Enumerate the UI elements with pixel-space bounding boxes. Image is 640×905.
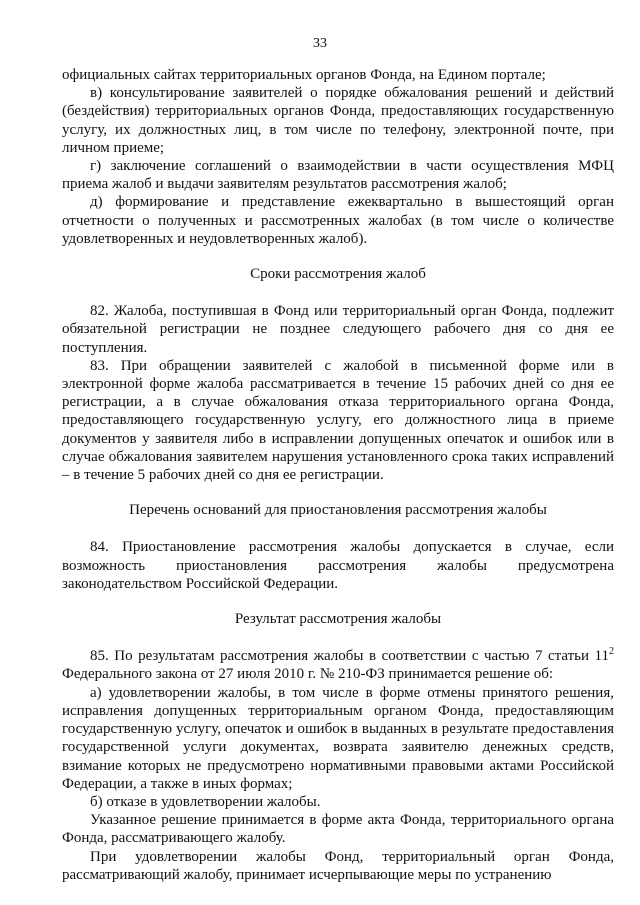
spacer	[62, 283, 614, 302]
spacer	[62, 593, 614, 610]
paragraph-item-d: д) формирование и представление ежеквартально в вышестоящий орган отчетности о полученных и рассмотренных жалобах (в том числе о количестве удовлетворенных и неудовлетворенных жалоб).	[62, 194, 614, 247]
spacer	[62, 484, 614, 501]
paragraph-item-a: а) удовлетворении жалобы, в том числе в форме отмены принятого решения, исправления допущенных территориальным органом Фонда, предоставляющим государственную услугу, опечаток и ошибок в выданных в результате предоставления государственной услуги документах, возврата заявителю денежных средств, взимание которых не предусмотрено нормативными правовыми актами Российской Федерации, а также в иных формах;	[62, 684, 614, 792]
paragraph-portal-info: официальных сайтах территориальных органов Фонда, на Едином портале;	[62, 67, 546, 83]
paragraph-85-text: 85. По результатам рассмотрения жалобы в соответствии с частью 7 статьи 11	[90, 648, 609, 665]
paragraph-item-g: г) заключение соглашений о взаимодействии в части осуществления МФЦ приема жалоб и выдачи заявителям результатов рассмотрения жалоб;	[62, 158, 614, 193]
page-number: 33	[313, 36, 327, 51]
article-superscript: 2	[609, 646, 614, 658]
paragraph-decision-form: Указанное решение принимается в форме акта Фонда, территориального органа Фонда, рассматривающего жалобу.	[62, 812, 614, 847]
spacer	[62, 248, 614, 265]
document-body	[62, 66, 614, 884]
paragraph-82: 82. Жалоба, поступившая в Фонд или территориальный орган Фонда, подлежит обязательной регистрации не позднее следующего рабочего дня со дня ее поступления.	[62, 303, 614, 356]
paragraph-83: 83. При обращении заявителей с жалобой в письменной форме или в электронной форме жалоба рассматривается в течение 15 рабочих дней со дня ее регистрации, а в случае обжалования отказа территориального органа Фонда, предоставляющего государственную услугу, его должностного лица в приеме документов у заявителя либо в исправлении допущенных опечаток и ошибок или в случае обжалования заявителем нарушения установленного срока таких исправлений – в течение 5 рабочих дней со дня ее регистрации.	[62, 357, 614, 484]
paragraph-84: 84. Приостановление рассмотрения жалобы допускается в случае, если возможность приостановления рассмотрения жалобы предусмотрена законодательством Российской Федерации.	[62, 539, 614, 592]
paragraph-satisfaction: При удовлетворении жалобы Фонд, территориальный орган Фонда, рассматривающий жалобу, принимает исчерпывающие меры по устранению	[62, 848, 614, 883]
spacer	[62, 519, 614, 538]
heading-suspension-grounds: Перечень оснований для приостановления рассмотрения жалобы	[129, 502, 547, 519]
paragraph-85-text-cont: Федерального закона от 27 июля 2010 г. № 210-ФЗ принимается решение об:	[62, 666, 554, 683]
spacer	[62, 628, 614, 647]
heading-review-terms: Сроки рассмотрения жалоб	[250, 266, 426, 283]
paragraph-85	[62, 647, 614, 683]
paragraph-item-v: в) консультирование заявителей о порядке обжалования решений и действий (бездействия) территориальных органов Фонда, предоставляющих государственную услугу, их должностных лиц, в том числе по телефону, электронной почте, при личном приеме;	[62, 85, 614, 156]
paragraph-item-b: б) отказе в удовлетворении жалобы.	[90, 793, 321, 810]
heading-review-result: Результат рассмотрения жалобы	[234, 611, 442, 628]
